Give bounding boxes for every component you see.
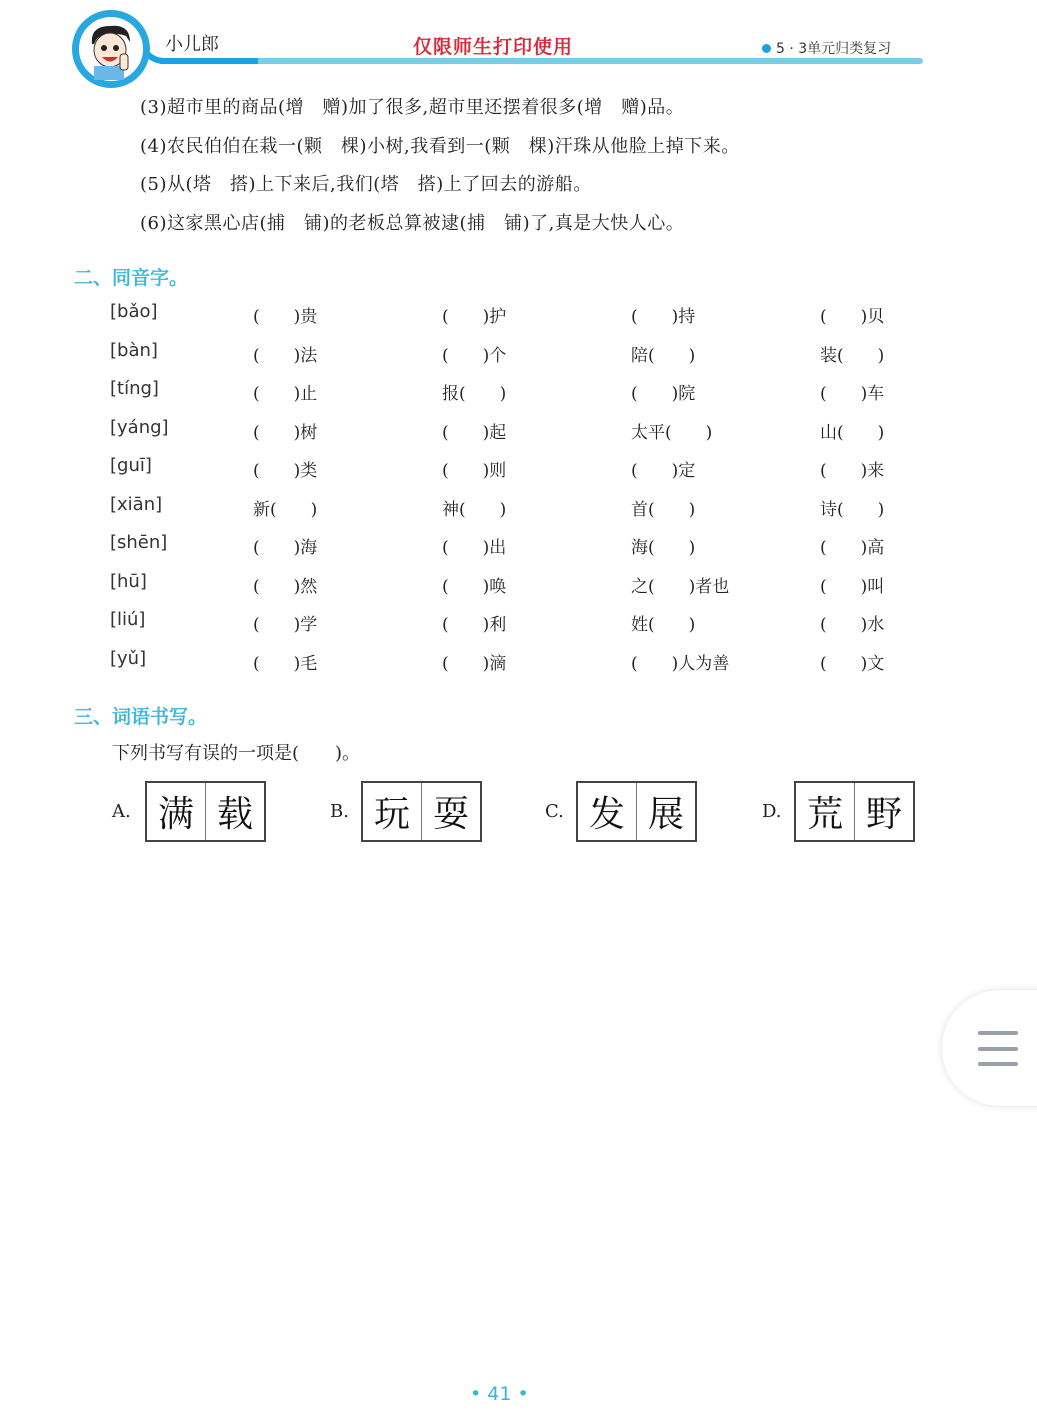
blank-item: 之( )者也 <box>631 577 730 597</box>
option-char: 满 <box>157 794 194 835</box>
blank-item: ( )起 <box>442 423 507 443</box>
pinyin-label: [bàn] <box>110 340 158 361</box>
blank-item: ( )则 <box>442 461 507 481</box>
hamburger-menu-icon[interactable] <box>978 1031 1018 1035</box>
option-char: 玩 <box>373 794 410 835</box>
blank-item: ( )止 <box>253 384 318 404</box>
sentence-4: (4)农民伯伯在栽一(颗 棵)小树,我看到一(颗 棵)汗珠从他脸上掉下来。 <box>140 136 740 157</box>
blank-item: ( )滴 <box>442 654 507 674</box>
blank-item: ( )文 <box>820 654 885 674</box>
blank-item: 装( ) <box>820 346 885 366</box>
blank-item: 太平( ) <box>631 423 713 443</box>
blank-item: ( )法 <box>253 346 318 366</box>
blank-item: 山( ) <box>820 423 885 443</box>
blank-item: ( )海 <box>253 538 318 558</box>
pinyin-label: [shēn] <box>110 532 168 553</box>
print-restriction-notice: 仅限师生打印使用 <box>413 36 574 58</box>
pinyin-label: [liú] <box>110 609 146 630</box>
option-d-label: D. <box>762 801 782 822</box>
bullet-dot-icon <box>762 44 771 53</box>
blank-item: 神( ) <box>442 500 507 520</box>
blank-item: ( )然 <box>253 577 318 597</box>
section-heading-word-writing: 三、词语书写。 <box>74 706 208 728</box>
blank-item: 新( ) <box>253 500 318 520</box>
option-char: 发 <box>588 794 625 835</box>
header-rule-dark <box>160 58 258 64</box>
blank-item: 报( ) <box>442 384 507 404</box>
option-char: 耍 <box>421 783 480 840</box>
brand-name: 小儿郎 <box>165 34 219 55</box>
option-b-box <box>361 781 482 842</box>
page-number: • 41 • <box>470 1383 529 1405</box>
blank-item: ( )个 <box>442 346 507 366</box>
blank-item: ( )人为善 <box>631 654 730 674</box>
blank-item: ( )护 <box>442 307 507 327</box>
blank-item: ( )水 <box>820 615 885 635</box>
blank-item: ( )叫 <box>820 577 885 597</box>
blank-item: ( )树 <box>253 423 318 443</box>
blank-item: 姓( ) <box>631 615 696 635</box>
pinyin-label: [bǎo] <box>110 301 158 322</box>
option-c-box <box>576 781 697 842</box>
unit-title <box>762 38 891 58</box>
option-c-label: C. <box>545 801 564 822</box>
blank-item: ( )定 <box>631 461 696 481</box>
blank-item: 海( ) <box>631 538 696 558</box>
blank-item: ( )持 <box>631 307 696 327</box>
blank-item: ( )学 <box>253 615 318 635</box>
option-a-box <box>145 781 266 842</box>
blank-item: ( )院 <box>631 384 696 404</box>
blank-item: 诗( ) <box>820 500 885 520</box>
hamburger-menu-icon-line[interactable] <box>978 1047 1018 1051</box>
blank-item: ( )来 <box>820 461 885 481</box>
blank-item: ( )贝 <box>820 307 885 327</box>
question-text: 下列书写有误的一项是( )。 <box>112 743 361 764</box>
blank-item: ( )类 <box>253 461 318 481</box>
blank-item: 陪( ) <box>631 346 696 366</box>
sentence-3: (3)超市里的商品(增 赠)加了很多,超市里还摆着很多(增 赠)品。 <box>140 97 685 118</box>
blank-item: 首( ) <box>631 500 696 520</box>
header-rule-light <box>258 58 923 64</box>
mascot-boy-icon <box>86 22 136 80</box>
sentence-6: (6)这家黑心店(捕 铺)的老板总算被逮(捕 铺)了,真是大快人心。 <box>140 213 685 234</box>
blank-item: ( )利 <box>442 615 507 635</box>
blank-item: ( )出 <box>442 538 507 558</box>
pinyin-label: [guī] <box>110 455 152 476</box>
blank-item: ( )唤 <box>442 577 507 597</box>
pinyin-label: [tíng] <box>110 378 159 399</box>
option-b-label: B. <box>330 801 349 822</box>
option-a-label: A. <box>112 801 131 822</box>
option-char: 展 <box>636 783 695 840</box>
pinyin-label: [yáng] <box>110 417 169 438</box>
pinyin-label: [hū] <box>110 571 147 592</box>
blank-item: ( )高 <box>820 538 885 558</box>
pinyin-label: [yǔ] <box>110 648 147 669</box>
blank-item: ( )贵 <box>253 307 318 327</box>
option-char: 载 <box>205 783 264 840</box>
sentence-5: (5)从(塔 搭)上下来后,我们(塔 搭)上了回去的游船。 <box>140 174 592 195</box>
section-heading-homophones: 二、同音字。 <box>74 267 189 289</box>
unit-title-text: 5 · 3单元归类复习 <box>776 41 892 57</box>
blank-item: ( )毛 <box>253 654 318 674</box>
blank-item: ( )车 <box>820 384 885 404</box>
pinyin-label: [xiān] <box>110 494 163 515</box>
option-d-box <box>794 781 915 842</box>
option-char: 野 <box>854 783 913 840</box>
option-char: 荒 <box>806 794 843 835</box>
hamburger-menu-icon-line[interactable] <box>978 1062 1018 1066</box>
